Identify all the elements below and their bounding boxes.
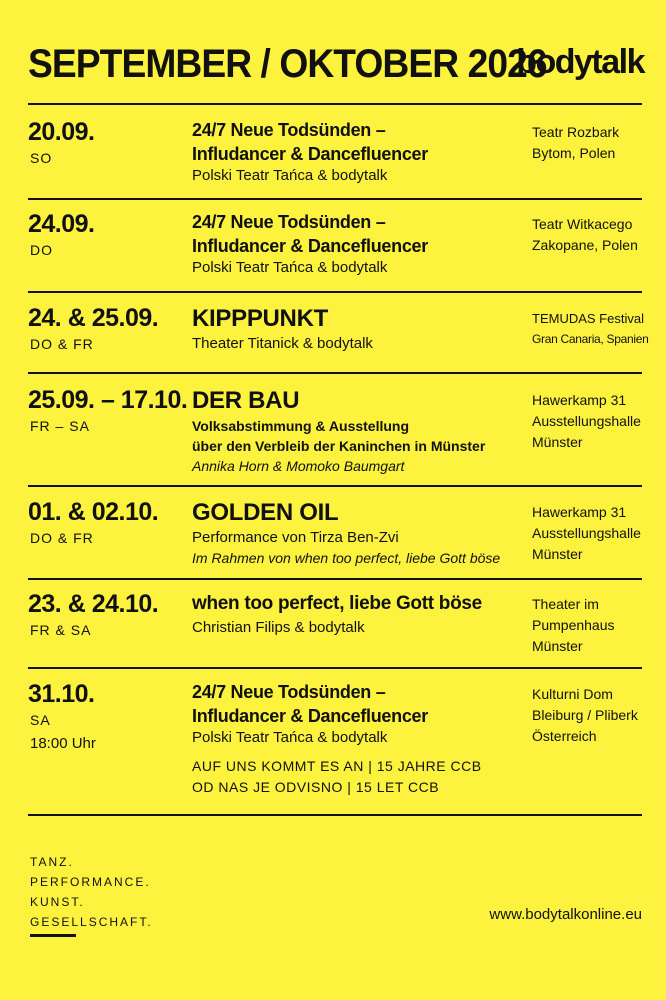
page-header <box>28 40 644 90</box>
tagline-line: TANZ. <box>30 855 74 869</box>
event-subtitle: Christian Filips & bodytalk <box>192 619 365 636</box>
event-day: DO & FR <box>30 530 94 546</box>
brand-logo: bodytalk <box>516 43 644 81</box>
tagline <box>30 852 153 932</box>
event-title: 24/7 Neue Todsünden – <box>192 682 386 702</box>
event-title: 24/7 Neue Todsünden – <box>192 212 386 232</box>
divider <box>28 578 642 580</box>
tagline-line: KUNST. <box>30 895 85 909</box>
event-info <box>192 118 532 186</box>
divider <box>28 291 642 293</box>
venue-line: Gran Canaria, Spanien <box>532 332 649 346</box>
event-subtitle: Polski Teatr Tańca & bodytalk <box>192 259 388 276</box>
event-subtitle: Theater Titanick & bodytalk <box>192 335 373 352</box>
tagline-line: PERFORMANCE. <box>30 875 151 889</box>
event-title: 24/7 Neue Todsünden – <box>192 120 386 140</box>
event-venue <box>532 594 644 657</box>
event-title: KIPPPUNKT <box>192 305 328 332</box>
event-day: DO & FR <box>30 336 94 352</box>
tagline-line: GESELLSCHAFT. <box>30 915 153 929</box>
event-day: DO <box>30 242 53 258</box>
event-venue <box>532 214 644 256</box>
venue-line: Pumpenhaus <box>532 617 615 633</box>
divider <box>28 485 642 487</box>
venue-line: Teatr Witkacego <box>532 216 633 232</box>
event-venue <box>532 390 644 453</box>
venue-line: Münster <box>532 638 583 654</box>
event-subtitle: Performance von Tirza Ben-Zvi <box>192 529 399 546</box>
divider <box>28 667 642 669</box>
event-title: Infludancer & Dancefluencer <box>192 706 428 726</box>
event-date: 24.09. <box>28 210 95 238</box>
event-title: when too perfect, liebe Gott böse <box>192 593 482 614</box>
venue-line: Münster <box>532 434 583 450</box>
event-day: SA <box>30 712 51 728</box>
venue-line: Bleiburg / Pliberk <box>532 707 638 723</box>
event-subtitle: Polski Teatr Tańca & bodytalk <box>192 729 388 746</box>
venue-line: Zakopane, Polen <box>532 237 638 253</box>
venue-line: Ausstellungshalle <box>532 525 641 541</box>
event-venue <box>532 308 649 350</box>
event-title: GOLDEN OIL <box>192 499 339 526</box>
page-title: SEPTEMBER / OKTOBER 2026 <box>28 42 547 86</box>
venue-line: Münster <box>532 546 583 562</box>
event-info <box>192 498 532 568</box>
event-artists: Annika Horn & Momoko Baumgart <box>192 458 405 474</box>
divider <box>28 372 642 374</box>
event-info <box>192 304 532 354</box>
event-day: FR & SA <box>30 622 92 638</box>
event-date: 01. & 02.10. <box>28 498 159 526</box>
event-info <box>192 680 532 798</box>
event-title: DER BAU <box>192 387 300 414</box>
event-date: 20.09. <box>28 118 95 146</box>
event-date: 24. & 25.09. <box>28 304 159 332</box>
event-title: Infludancer & Dancefluencer <box>192 236 428 256</box>
event-info <box>192 386 532 476</box>
event-note: OD NAS JE ODVISNO | 15 LET CCB <box>192 779 440 795</box>
venue-line: Kulturni Dom <box>532 686 613 702</box>
event-info <box>192 210 532 278</box>
event-description: über den Verbleib der Kaninchen in Münster <box>192 438 486 454</box>
venue-line: Theater im <box>532 596 599 612</box>
event-day: FR – SA <box>30 418 90 434</box>
venue-line: Bytom, Polen <box>532 145 616 161</box>
venue-line: Ausstellungshalle <box>532 413 641 429</box>
venue-line: TEMUDAS Festival <box>532 311 644 326</box>
event-venue <box>532 684 644 747</box>
event-date: 31.10. <box>28 680 95 708</box>
venue-line: Teatr Rozbark <box>532 124 620 140</box>
event-note: AUF UNS KOMMT ES AN | 15 JAHRE CCB <box>192 758 482 774</box>
event-day: SO <box>30 150 53 166</box>
tagline-underline <box>30 934 76 937</box>
event-context: Im Rahmen von when too perfect, liebe Gott böse <box>192 550 501 566</box>
divider <box>28 198 642 200</box>
venue-line: Österreich <box>532 728 597 744</box>
event-subtitle: Polski Teatr Tańca & bodytalk <box>192 167 388 184</box>
event-venue <box>532 122 644 164</box>
venue-line: Hawerkamp 31 <box>532 504 627 520</box>
divider <box>28 814 642 816</box>
event-date: 23. & 24.10. <box>28 590 159 618</box>
event-venue <box>532 502 644 565</box>
website-link[interactable]: www.bodytalkonline.eu <box>489 906 642 923</box>
event-description: Volksabstimmung & Ausstellung <box>192 418 410 434</box>
divider <box>28 103 642 105</box>
event-time: 18:00 Uhr <box>30 735 96 752</box>
event-info <box>192 590 532 638</box>
venue-line: Hawerkamp 31 <box>532 392 627 408</box>
event-date: 25.09. – 17.10. <box>28 386 188 414</box>
event-title: Infludancer & Dancefluencer <box>192 144 428 164</box>
